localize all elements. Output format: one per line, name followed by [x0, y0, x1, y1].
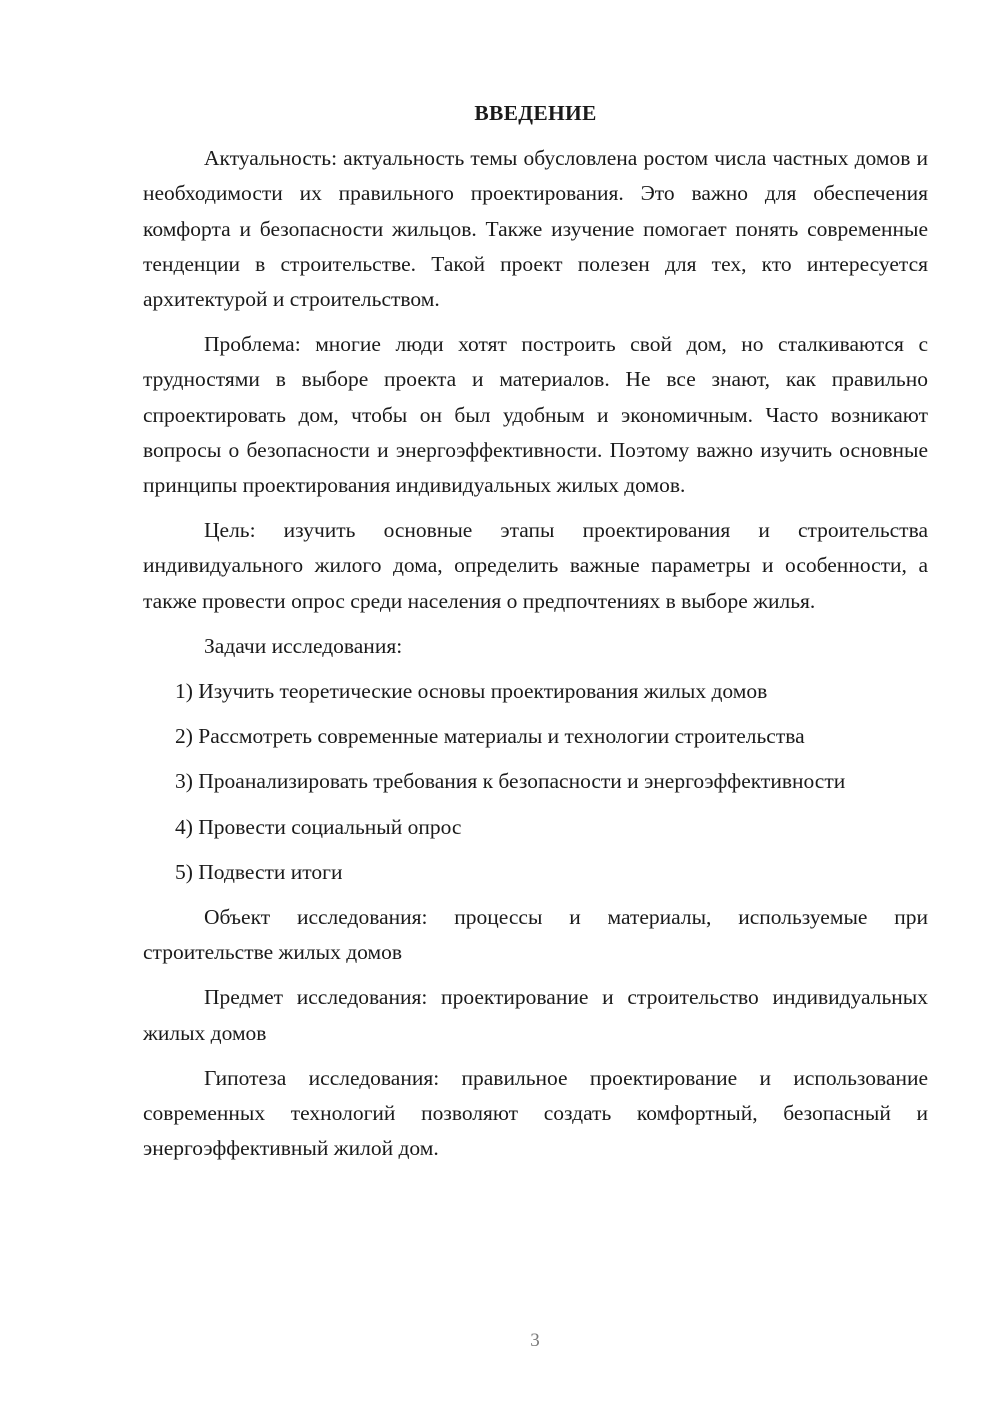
paragraph-object: Объект исследования: процессы и материалы, используемые при строительстве жилых домов [143, 905, 928, 965]
page-number: 3 [530, 1330, 540, 1351]
task-item-3: 3) Проанализировать требования к безопасности и энергоэффективности [175, 769, 846, 794]
task-item-5: 5) Подвести итоги [175, 859, 343, 884]
document-page [143, 96, 928, 1176]
page-title: ВВЕДЕНИЕ [474, 101, 597, 125]
paragraph-hypothesis: Гипотеза исследования: правильное проектирование и использование современных технологий позволяют создать комфортный, безопасный и энергоэффективный жилой дом. [143, 1065, 928, 1161]
paragraph-relevance: Актуальность: актуальность темы обусловлена ростом числа частных домов и необходимости их правильного проектирования. Это важно для обеспечения комфорта и безопасности жильцов. Также изучение помогает понять современные тенденции в строительстве. Такой проект полезен для тех, кто интересуется архитектурой и строительством. [143, 146, 928, 312]
paragraph-problem: Проблема: многие люди хотят построить свой дом, но сталкиваются с трудностями в выборе проекта и материалов. Не все знают, как правильно спроектировать дом, чтобы он был удобным и экономичным. Часто возникают вопросы о безопасности и энергоэффективности. Поэтому важно изучить основные принципы проектирования индивидуальных жилых домов. [143, 332, 928, 498]
task-item-4: 4) Провести социальный опрос [175, 814, 462, 839]
task-item-2: 2) Рассмотреть современные материалы и технологии строительства [175, 724, 805, 749]
task-item-1: 1) Изучить теоретические основы проектирования жилых домов [175, 679, 768, 704]
paragraph-subject: Предмет исследования: проектирование и строительство индивидуальных жилых домов [143, 985, 928, 1045]
tasks-heading: Задачи исследования: [204, 633, 403, 658]
paragraph-goal: Цель: изучить основные этапы проектирования и строительства индивидуального жилого дома, определить важные параметры и особенности, а также провести опрос среди населения о предпочтениях в выборе жилья. [143, 518, 928, 613]
